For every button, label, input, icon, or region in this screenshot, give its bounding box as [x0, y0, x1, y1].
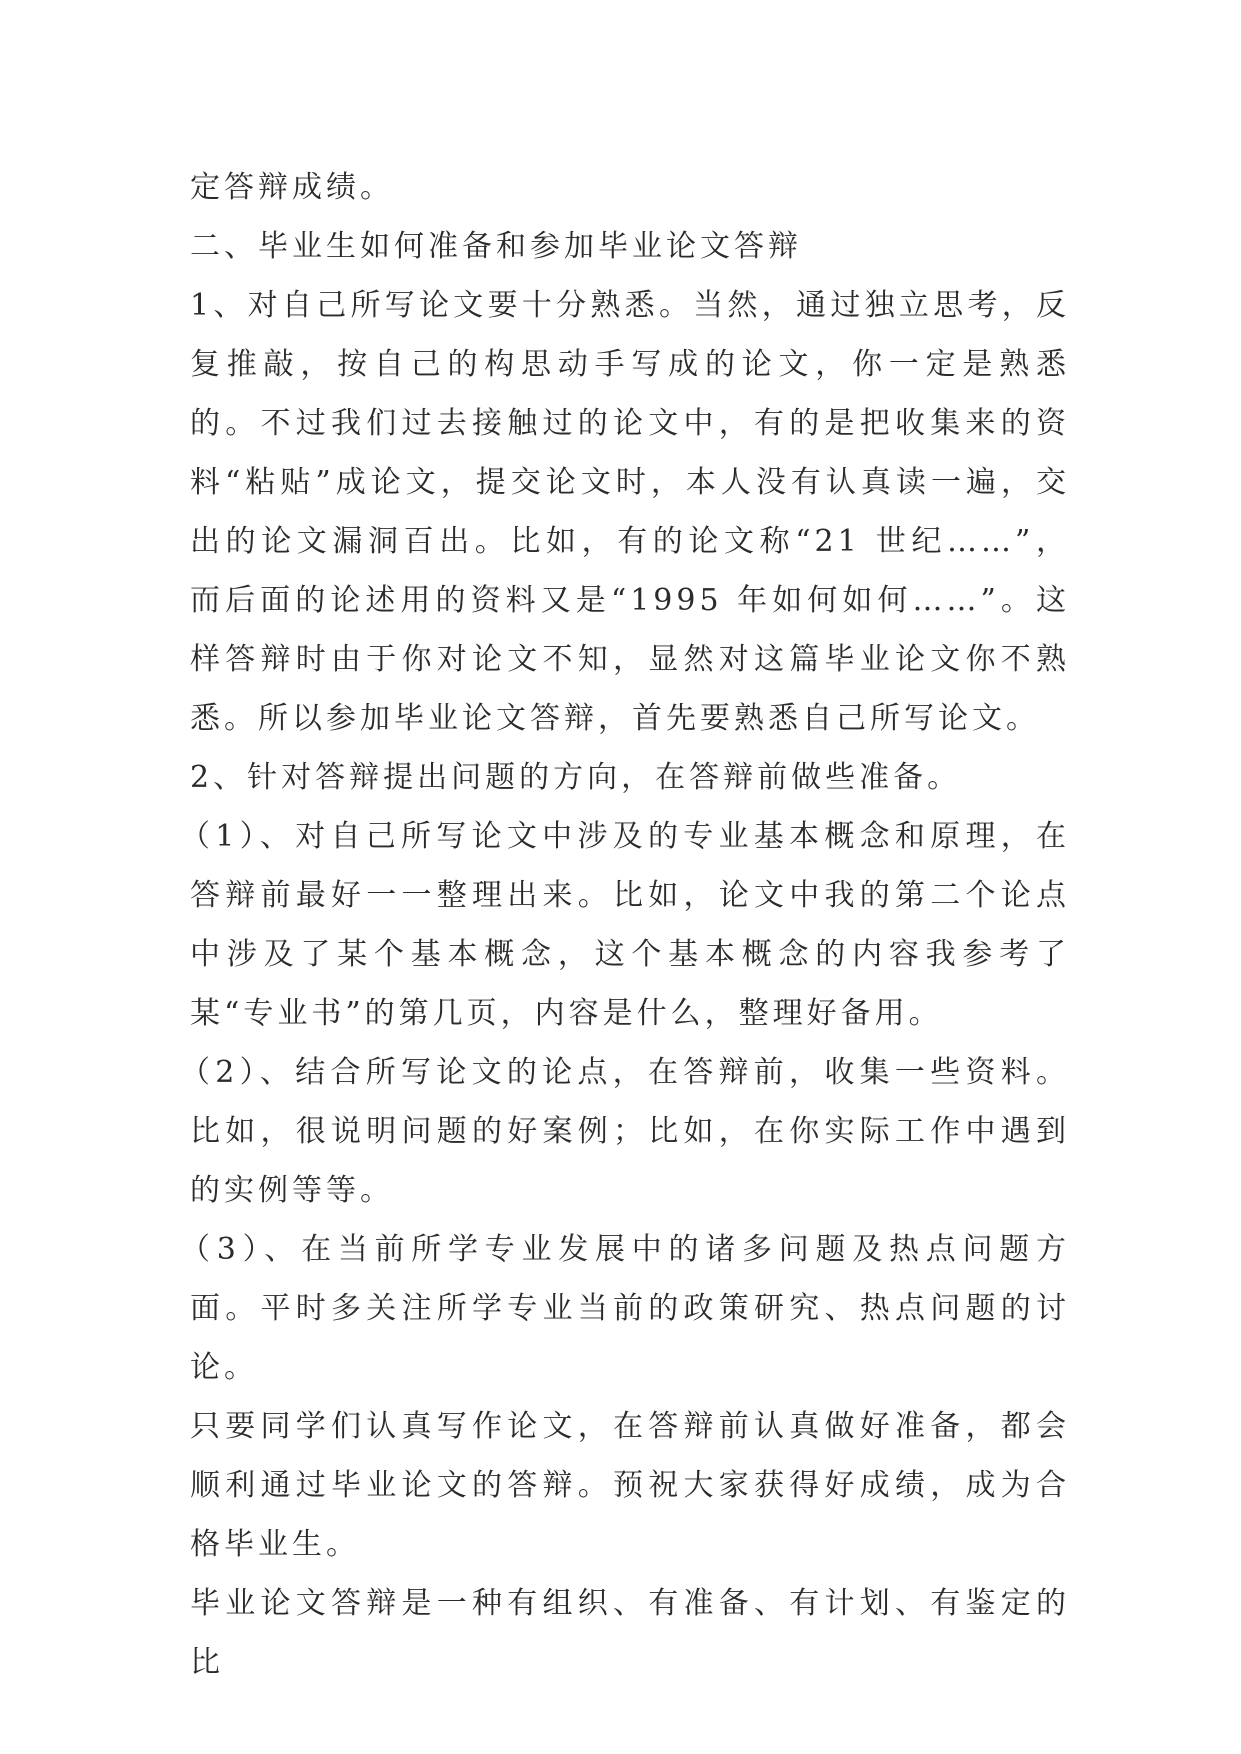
paragraph-subpoint-1: （1）、对自己所写论文中涉及的专业基本概念和原理，在答辩前最好一一整理出来。比如，论文中我的第二个论点中涉及了某个基本概念，这个基本概念的内容我参考了某“专业书”的第几页，内容是什么，整理好备用。 [180, 819, 1070, 1031]
paragraph-conclusion: 只要同学们认真写作论文，在答辩前认真做好准备，都会顺利通过毕业论文的答辩。预祝大家获得好成绩，成为合格毕业生。 [190, 1409, 1070, 1562]
paragraph-subpoint-2: （2）、结合所写论文的论点，在答辩前，收集一些资料。比如，很说明问题的好案例；比如，在你实际工作中遇到的实例等等。 [180, 1055, 1070, 1208]
document-body [180, 158, 1070, 1692]
paragraph-subpoint-3: （3）、在当前所学专业发展中的诸多问题及热点问题方面。平时多关注所学专业当前的政策研究、热点问题的讨论。 [180, 1232, 1070, 1385]
paragraph-continuation: 定答辩成绩。 [190, 170, 394, 205]
section-heading: 二、毕业生如何准备和参加毕业论文答辩 [190, 229, 802, 264]
paragraph-point-1: 1、对自己所写论文要十分熟悉。当然，通过独立思考，反复推敲，按自己的构思动手写成的论文，你一定是熟悉的。不过我们过去接触过的论文中，有的是把收集来的资料“粘贴”成论文，提交论文时，本人没有认真读一遍，交出的论文漏洞百出。比如，有的论文称“21 世纪……”，而后面的论述用的资料又是“1995 年如何如何……”。这样答辩时由于你对论文不知，显然对这篇毕业论文你不熟悉。所以参加毕业论文答辩，首先要熟悉自己所写论文。 [190, 288, 1070, 736]
paragraph-point-2: 2、针对答辩提出问题的方向，在答辩前做些准备。 [190, 760, 962, 795]
paragraph-next-section: 毕业论文答辩是一种有组织、有准备、有计划、有鉴定的比 [190, 1586, 1070, 1680]
